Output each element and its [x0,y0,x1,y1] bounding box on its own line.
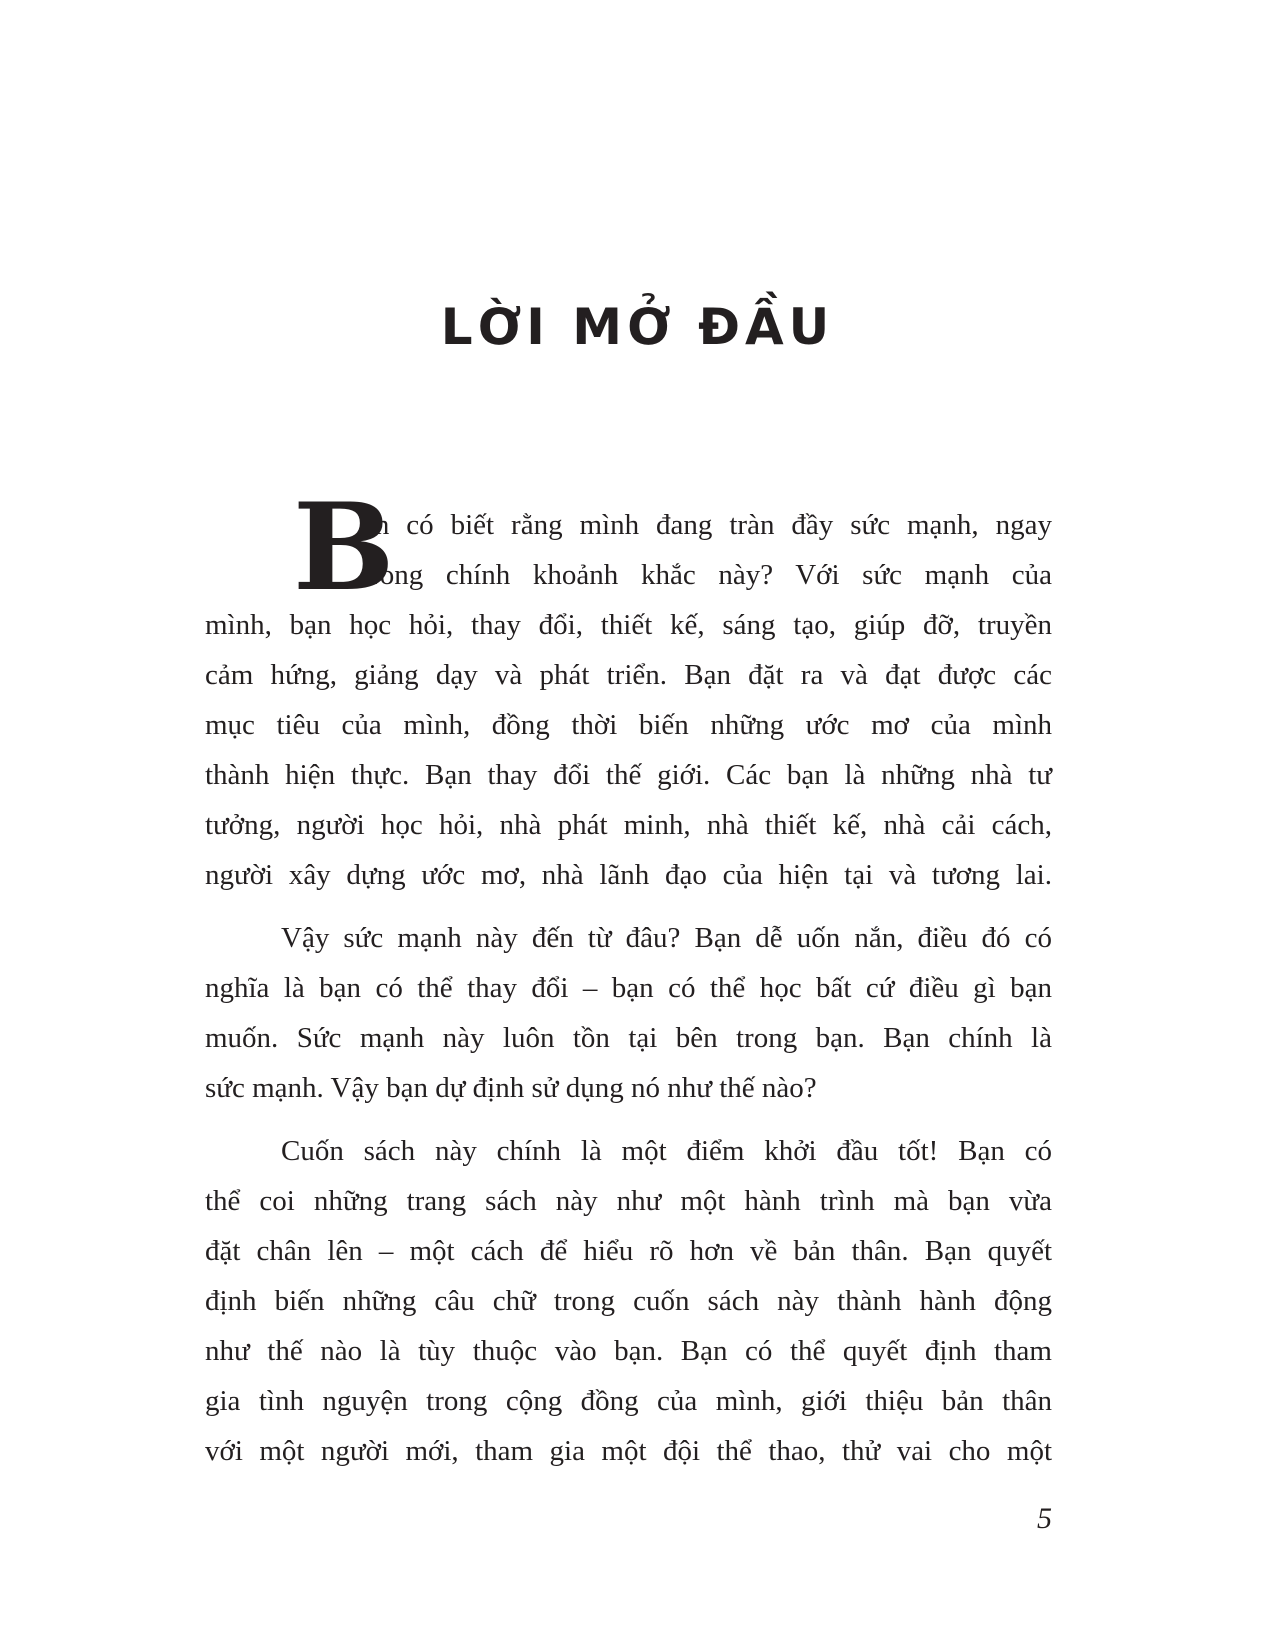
text-line: Cuốn sách này chính là một điểm khởi đầu tốt! Bạn có [281,1135,1052,1167]
chapter-title: LỜI MỞ ĐẦU [440,298,835,356]
text-line: với một người mới, tham gia một đội thể thao, thử vai cho một [205,1435,1052,1467]
text-line: tưởng, người học hỏi, nhà phát minh, nhà thiết kế, nhà cải cách, [205,809,1052,841]
text-line: đặt chân lên – một cách để hiểu rõ hơn về bản thân. Bạn quyết [205,1235,1052,1267]
paragraph [205,1126,1052,1476]
drop-cap: B [293,477,395,618]
text-line: ạn có biết rằng mình đang tràn đầy sức mạnh, ngay [362,509,1052,541]
text-line: thành hiện thực. Bạn thay đổi thế giới. Các bạn là những nhà tư [205,759,1052,791]
body-text [205,477,1052,1476]
text-line: thể coi những trang sách này như một hành trình mà bạn vừa [205,1185,1052,1217]
text-line: cảm hứng, giảng dạy và phát triển. Bạn đặt ra và đạt được các [205,659,1052,691]
text-line: nghĩa là bạn có thể thay đổi – bạn có thể học bất cứ điều gì bạn [205,972,1052,1004]
text-line: định biến những câu chữ trong cuốn sách này thành hành động [205,1285,1052,1317]
text-line: người xây dựng ước mơ, nhà lãnh đạo của hiện tại và tương lai. [205,859,1052,891]
text-line: mục tiêu của mình, đồng thời biến những ước mơ của mình [205,709,1052,741]
text-line: trong chính khoảnh khắc này? Với sức mạnh của [362,559,1052,591]
paragraph [205,477,1052,900]
paragraph [205,913,1052,1113]
text-line: mình, bạn học hỏi, thay đổi, thiết kế, sáng tạo, giúp đỡ, truyền [205,609,1052,641]
text-line: như thế nào là tùy thuộc vào bạn. Bạn có thể quyết định tham [205,1335,1052,1367]
text-line: muốn. Sức mạnh này luôn tồn tại bên trong bạn. Bạn chính là [205,1022,1052,1054]
text-line: sức mạnh. Vậy bạn dự định sử dụng nó như thế nào? [205,1072,817,1104]
text-line: Vậy sức mạnh này đến từ đâu? Bạn dễ uốn nắn, điều đó có [281,922,1052,954]
page-number: 5 [1037,1502,1052,1535]
text-line: gia tình nguyện trong cộng đồng của mình, giới thiệu bản thân [205,1385,1052,1417]
